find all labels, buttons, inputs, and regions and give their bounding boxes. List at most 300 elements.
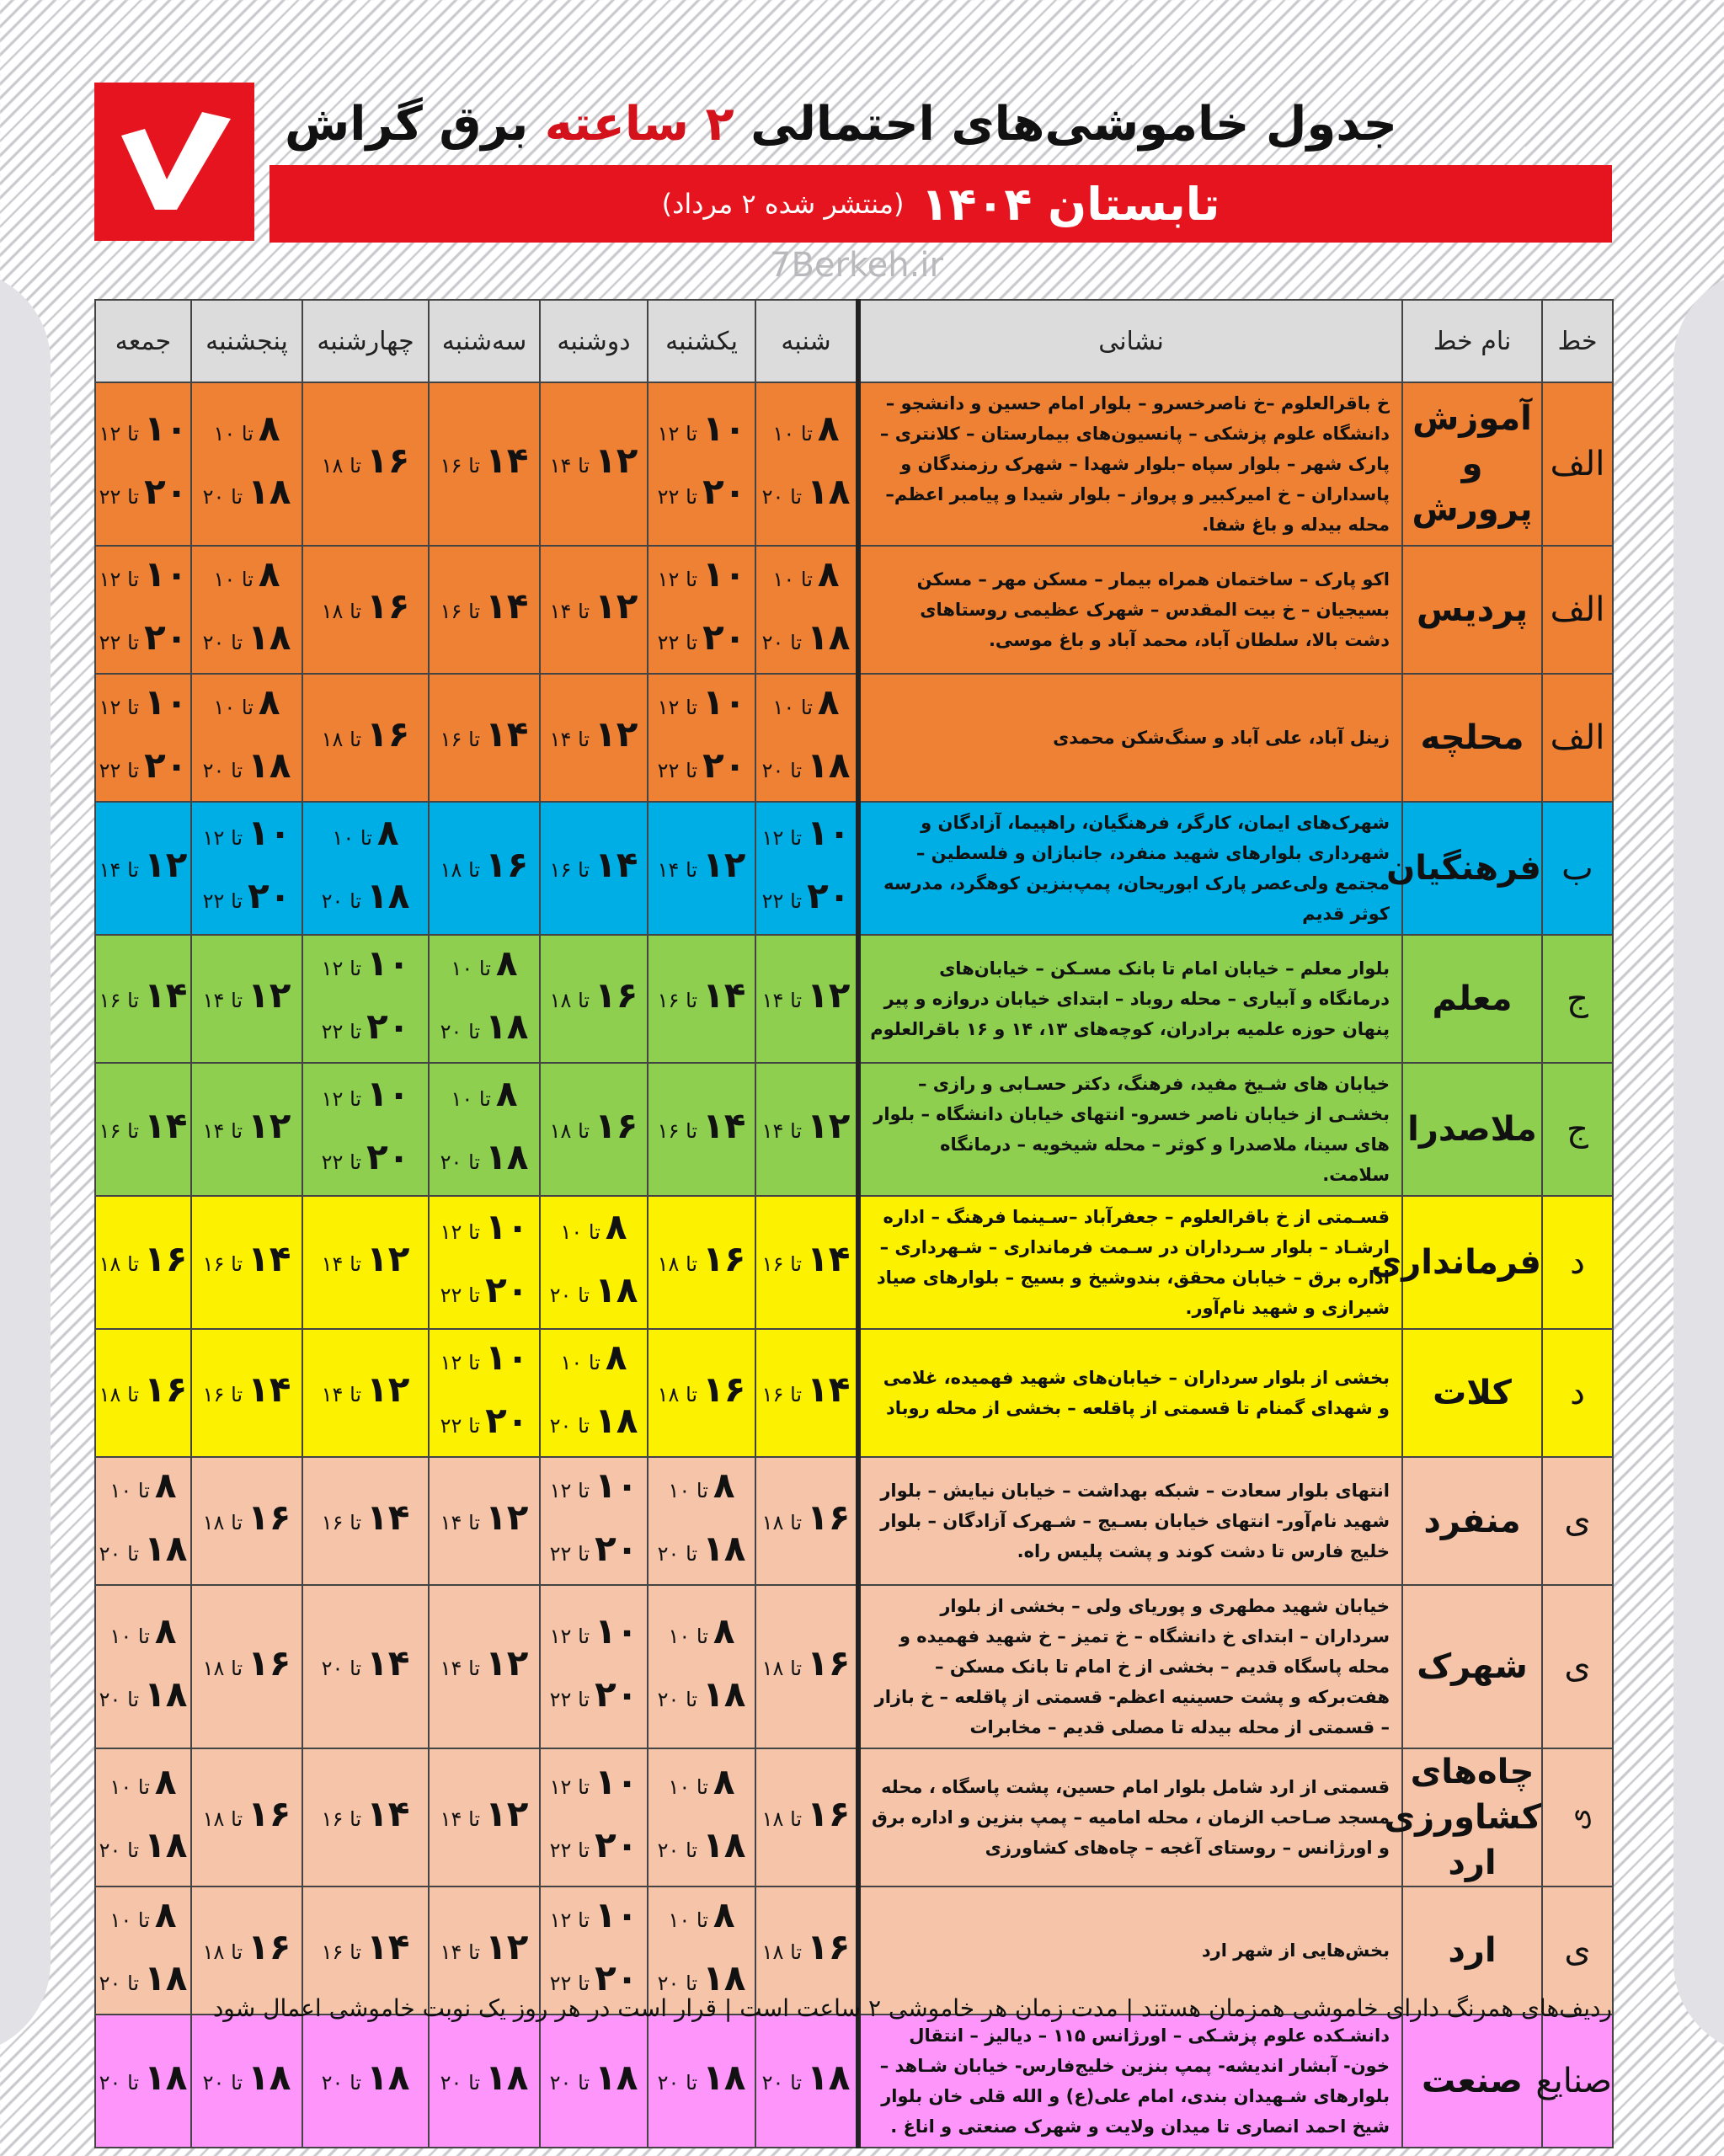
time-slot [649,968,755,1031]
table-row [95,546,1613,674]
line-name: فرهنگیان [1402,802,1542,935]
slot-end-hour: تا ۲۰ [761,485,803,509]
day-cell-wednesday [302,1748,429,1886]
slot-end-hour: تا ۲۰ [321,1656,362,1680]
time-slot [303,1919,428,1983]
time-slot [756,968,856,1031]
slot-start-hour: ۱۲ [595,712,638,755]
slot-end-hour: تا ۲۰ [440,2070,481,2095]
slot-start-hour: ۲۰ [702,471,746,512]
slot-end-hour: تا ۲۰ [657,1838,698,1862]
time-slot [541,2050,647,2113]
slot-end-hour: تا ۱۰ [332,826,372,850]
slot-start-hour: ۱۲ [485,1496,529,1538]
time-slot [430,1393,539,1456]
slot-end-hour: تا ۲۰ [549,2070,590,2095]
header-tuesday: سه‌شنبه [429,300,540,382]
day-cell-saturday [755,382,858,546]
time-slot [649,1231,755,1294]
slot-start-hour: ۱۲ [485,1792,529,1834]
slot-end-hour: تا ۱۴ [761,1118,803,1143]
table-header-row [95,300,1613,382]
day-cell-thursday [191,1196,302,1329]
slot-end-hour: تا ۱۲ [657,696,698,719]
line-letter: د [1570,1374,1585,1412]
slot-start-hour: ۱۴ [366,1925,410,1967]
slot-start-hour: ۱۴ [144,1104,188,1146]
slot-end-hour: تا ۲۰ [202,2070,243,2095]
time-slot [756,547,856,610]
time-slot [96,1887,190,1951]
slot-end-hour: تا ۲۰ [761,2070,803,2095]
day-cell-sunday [648,1329,755,1457]
slot-start-hour: ۸ [154,1761,177,1802]
time-slot [192,1636,302,1699]
slot-end-hour: تا ۱۴ [99,857,140,882]
address-cell: بخشی از بلوار سرداران – خیابان‌های شهید فهمیده، غلامی و شهدای گمنام تا قسمتی از پاقلعه – بخشی از محله روباد [858,1329,1402,1457]
slot-start-hour: ۸ [605,1206,627,1247]
slot-start-hour: ۱۶ [702,1237,746,1279]
day-cell-monday [540,674,648,802]
time-slot [649,1754,755,1817]
slot-start-hour: ۲۰ [144,471,188,512]
banner-published-date: (منتشر شده ۲ مرداد) [661,188,905,220]
time-slot [541,1458,647,1521]
slot-end-hour: تا ۱۶ [657,988,698,1012]
time-slot [303,433,428,496]
line-name: آموزش و پرورش [1402,382,1542,546]
slot-end-hour: تا ۱۲ [549,1908,590,1932]
slot-start-hour: ۱۸ [702,1824,746,1865]
slot-end-hour: تا ۱۴ [549,727,590,751]
line-name: ملاصدرا [1402,1063,1542,1196]
slot-start-hour: ۱۴ [807,1237,851,1279]
day-cell-monday [540,935,648,1063]
time-slot [541,433,647,496]
slot-end-hour: تا ۲۰ [657,2070,698,2095]
time-slot [649,464,755,527]
time-slot [756,464,856,527]
title-highlight: ۲ ساعته [544,97,734,152]
line-name: شهرک [1402,1585,1542,1748]
slot-end-hour: تا ۲۲ [99,759,140,782]
slot-start-hour: ۱۶ [702,1368,746,1410]
line-name: کلات [1402,1329,1542,1457]
time-slot [541,968,647,1031]
brand-logo [94,83,254,241]
slot-end-hour: تا ۲۲ [321,1020,362,1043]
line-letter: ی [1564,1931,1591,1970]
slot-end-hour: تا ۱۲ [549,1625,590,1648]
time-slot [541,1199,647,1262]
slot-end-hour: تا ۱۲ [99,696,140,719]
day-cell-friday [95,1585,191,1748]
day-cell-sunday [648,546,755,674]
slot-start-hour: ۲۰ [702,744,746,786]
slot-start-hour: ۱۸ [366,2056,410,2098]
day-cell-saturday [755,1329,858,1457]
slot-end-hour: تا ۱۸ [321,599,362,623]
time-slot [96,675,190,738]
time-slot [430,1129,539,1193]
time-slot [756,1231,856,1294]
slot-end-hour: تا ۱۸ [549,988,590,1012]
slot-end-hour: تا ۲۲ [440,1414,481,1438]
slot-start-hour: ۱۸ [807,2056,851,2098]
header-line: خط [1542,300,1613,382]
slot-start-hour: ۱۰ [595,1610,638,1652]
slot-end-hour: تا ۱۸ [761,1510,803,1534]
day-cell-tuesday [429,1329,540,1457]
day-cell-thursday [191,1585,302,1748]
slot-end-hour: تا ۱۸ [761,1656,803,1680]
header-line-name: نام خط [1402,300,1542,382]
time-slot [756,1786,856,1849]
day-cell-saturday [755,1457,858,1585]
time-slot [192,547,302,610]
time-slot [541,707,647,770]
day-cell-tuesday [429,1196,540,1329]
slot-start-hour: ۱۲ [248,974,291,1016]
slot-start-hour: ۱۶ [807,1792,851,1834]
slot-start-hour: ۱۶ [595,974,638,1016]
time-slot [430,1636,539,1699]
day-cell-tuesday [429,1585,540,1748]
slot-end-hour: تا ۱۸ [761,1940,803,1964]
slot-start-hour: ۸ [713,1465,735,1506]
slot-start-hour: ۱۶ [144,1237,188,1279]
time-slot [541,1330,647,1393]
slot-start-hour: ۱۰ [595,1761,638,1802]
title-before: جدول خاموشی‌های احتمالی [750,97,1397,152]
time-slot [303,1066,428,1129]
slot-start-hour: ۱۸ [485,1136,529,1177]
line-letter: ی [1564,1502,1591,1540]
time-slot [303,1786,428,1849]
slot-end-hour: تا ۱۸ [202,1940,243,1964]
time-slot [649,837,755,900]
time-slot [192,464,302,527]
slot-end-hour: تا ۱۲ [761,826,803,850]
slot-end-hour: تا ۱۲ [657,422,698,446]
time-slot [430,1262,539,1326]
time-slot [541,1817,647,1881]
address-cell: خیابان شهید مطهری و پوریای ولی – بخشی از بلوار سرداران – ابتدای خ دانشگاه – خ تمیز – خ شهید فهمیده و محله پاسگاه قدیم – بخشی از خ امام تا بانک مسکن – هفت‌برکه و پشت حسینیه اعظم- قسمتی از پاقلعه – خ بازار – قسمتی از محله بیدله تا مصلی قدیم – مخابرات [858,1585,1402,1748]
slot-start-hour: ۱۸ [807,744,851,786]
slot-start-hour: ۱۴ [807,1368,851,1410]
time-slot [192,2050,302,2113]
table-row [95,1063,1613,1196]
slot-start-hour: ۱۸ [248,2056,291,2098]
time-slot [756,1636,856,1699]
slot-start-hour: ۱۸ [702,1957,746,1999]
right-side-panel [1673,270,1724,2055]
day-cell-wednesday [302,935,429,1063]
line-name: پردیس [1402,546,1542,674]
line-letter: ب [1561,849,1593,888]
slot-end-hour: تا ۱۶ [99,1118,140,1143]
slot-start-hour: ۱۰ [702,553,746,595]
day-cell-friday [95,2015,191,2148]
time-slot [430,1490,539,1553]
address-cell: قسـمتی از خ باقرالعلوم – جعفرآباد –سـینما فرهنگ – اداره ارشـاد – بلوار سـرداران در سـمت فرمانداری – شـهرداری – اداره برق – خیابان محقق، بندوشیخ و بسیج – بلوارهای صیاد شیرازی و شهید نام‌آور. [858,1196,1402,1329]
slot-start-hour: ۸ [258,553,280,595]
time-slot [96,1098,190,1161]
line-name: صنعت [1402,2015,1542,2148]
time-slot [96,1667,190,1730]
header-friday: جمعه [95,300,191,382]
slot-end-hour: تا ۱۶ [440,727,481,751]
slot-start-hour: ۸ [258,681,280,723]
slot-start-hour: ۱۸ [485,2056,529,2098]
time-slot [96,547,190,610]
slot-start-hour: ۱۶ [807,1641,851,1684]
day-cell-tuesday [429,1748,540,1886]
time-slot [430,1066,539,1129]
day-cell-wednesday [302,546,429,674]
slot-end-hour: تا ۱۲ [99,422,140,446]
day-cell-sunday [648,1748,755,1886]
slot-end-hour: تا ۱۶ [321,1806,362,1831]
slot-end-hour: تا ۱۰ [560,1351,600,1374]
header-address: نشانی [858,300,1402,382]
day-cell-wednesday [302,1063,429,1196]
slot-start-hour: ۸ [713,1610,735,1652]
day-cell-thursday [191,1329,302,1457]
day-cell-thursday [191,1457,302,1585]
slot-start-hour: ۱۶ [366,712,410,755]
time-slot [756,675,856,738]
time-slot [192,968,302,1031]
day-cell-sunday [648,1063,755,1196]
time-slot [192,1490,302,1553]
day-cell-tuesday [429,935,540,1063]
slot-start-hour: ۱۸ [485,1006,529,1047]
time-slot [756,1098,856,1161]
slot-end-hour: تا ۱۲ [440,1220,481,1244]
slot-start-hour: ۱۶ [144,1368,188,1410]
slot-start-hour: ۱۴ [485,584,529,627]
slot-end-hour: تا ۱۸ [99,1382,140,1406]
time-slot [541,1754,647,1817]
day-cell-tuesday [429,546,540,674]
day-cell-sunday [648,1585,755,1748]
slot-start-hour: ۱۸ [248,744,291,786]
slot-end-hour: تا ۱۸ [321,453,362,478]
day-cell-friday [95,1063,191,1196]
slot-end-hour: تا ۱۴ [202,1118,243,1143]
time-slot [192,1231,302,1294]
slot-start-hour: ۱۸ [144,2056,188,2098]
day-cell-wednesday [302,1585,429,1748]
day-cell-friday [95,674,191,802]
day-cell-saturday [755,1196,858,1329]
slot-end-hour: تا ۱۴ [321,1382,362,1406]
slot-end-hour: تا ۲۰ [202,631,243,654]
line-name: فرمانداری [1402,1196,1542,1329]
slot-start-hour: ۱۲ [144,843,188,885]
time-slot [541,1604,647,1667]
day-cell-tuesday [429,802,540,935]
time-slot [96,1458,190,1521]
watermark: 7Berkeh.ir [770,246,943,285]
day-cell-monday [540,2015,648,2148]
slot-start-hour: ۱۲ [366,1368,410,1410]
slot-end-hour: تا ۱۴ [440,1806,481,1831]
slot-start-hour: ۲۰ [485,1400,529,1441]
time-slot [303,1362,428,1425]
day-cell-sunday [648,935,755,1063]
table-row [95,935,1613,1063]
slot-end-hour: تا ۱۰ [772,696,813,719]
slot-start-hour: ۱۸ [595,2056,638,2098]
table-row [95,1748,1613,1886]
time-slot [756,1362,856,1425]
day-cell-monday [540,382,648,546]
day-cell-saturday [755,546,858,674]
slot-end-hour: تا ۱۸ [202,1806,243,1831]
address-cell: دانشـکده علوم پزشـکی – اورژانس ۱۱۵ – دیالیز – انتقال خون- آبشار اندیشه- پمپ بنزین خلیج‌فارس- خیابان شـاهد – بلوارهای شـهیدان بندی، امام علی(ع) و الله قلی خان بلوار شیخ احمد انصاری تا میدان ولایت و شهرک صنعتی و اناغ . [858,2015,1402,2148]
time-slot [303,1636,428,1699]
slot-end-hour: تا ۱۰ [109,1908,150,1932]
time-slot [649,401,755,464]
time-slot [96,1362,190,1425]
day-cell-thursday [191,1063,302,1196]
slot-start-hour: ۲۰ [144,616,188,658]
slot-start-hour: ۱۲ [807,974,851,1016]
time-slot [192,675,302,738]
day-cell-saturday [755,1585,858,1748]
slot-end-hour: تا ۲۲ [549,1838,590,1862]
slot-start-hour: ۱۰ [144,408,188,449]
slot-end-hour: تا ۲۰ [657,1542,698,1566]
time-slot [303,805,428,868]
time-slot [303,1231,428,1294]
day-cell-monday [540,802,648,935]
line-name: ارد [1402,1886,1542,2015]
day-cell-wednesday [302,1329,429,1457]
day-cell-wednesday [302,1457,429,1585]
time-slot [96,2050,190,2113]
day-cell-thursday [191,1748,302,1886]
time-slot [192,1786,302,1849]
day-cell-wednesday [302,1196,429,1329]
day-cell-monday [540,1585,648,1748]
slot-start-hour: ۱۶ [366,439,410,481]
slot-end-hour: تا ۱۸ [761,1806,803,1831]
slot-end-hour: تا ۱۸ [657,1382,698,1406]
slot-start-hour: ۱۰ [595,1465,638,1506]
slot-end-hour: تا ۲۲ [657,631,698,654]
line-letter: الف [1550,718,1605,757]
time-slot [541,837,647,900]
slot-start-hour: ۸ [154,1894,177,1935]
slot-start-hour: ۱۴ [144,974,188,1016]
slot-end-hour: تا ۲۰ [202,485,243,509]
slot-end-hour: تا ۱۶ [657,1118,698,1143]
address-cell: شهرک‌های ایمان، کارگر، فرهنگیان، راهپیما، آزادگان و شهرداری بلوارهای شهید منفرد، جانبازان و فلسطین – مجتمع ولی‌عصر پارک ابوریحان، پمپ‌بنزین کوهگرد، مدرسه کوثر قدیم [858,802,1402,935]
table-row [95,802,1613,935]
slot-end-hour: تا ۱۴ [549,453,590,478]
slot-end-hour: تا ۱۰ [213,568,254,591]
address-cell: قسمتی از ارد شامل بلوار امام حسین، پشت پاسگاه ، محله مسجد صـاحب الزمان ، محله امامیه – پمپ بنزین و اداره برق و اورژانس – روستای آغجه – چاه‌های کشاورزی [858,1748,1402,1886]
slot-end-hour: تا ۲۲ [761,889,803,913]
line-letter-cell [1542,546,1613,674]
time-slot [430,707,539,770]
slot-start-hour: ۱۲ [248,1104,291,1146]
slot-start-hour: ۱۸ [702,1673,746,1715]
time-slot [756,1490,856,1553]
line-letter: ی [1564,1647,1591,1686]
time-slot [303,2050,428,2113]
day-cell-monday [540,546,648,674]
time-slot [303,1490,428,1553]
time-slot [303,999,428,1062]
slot-end-hour: تا ۱۸ [202,1656,243,1680]
table-row [95,1329,1613,1457]
day-cell-saturday [755,2015,858,2148]
slot-start-hour: ۱۴ [485,712,529,755]
slot-end-hour: تا ۱۶ [321,1940,362,1964]
slot-end-hour: تا ۱۰ [213,696,254,719]
slot-end-hour: تا ۱۰ [668,1775,708,1799]
time-slot [303,936,428,999]
time-slot [430,1919,539,1983]
slot-start-hour: ۱۴ [248,1237,291,1279]
day-cell-wednesday [302,674,429,802]
address-cell: اکو پارک – ساختمان همراه بیمار – مسکن مهر – مسکن بسیجیان – خ بیت المقدس – شهرک عظیمی روستاهای دشت بالا، سلطان آباد، محمد آباد و باغ موسی. [858,546,1402,674]
time-slot [192,401,302,464]
slot-start-hour: ۸ [605,1337,627,1378]
address-cell: خیابان های شـیخ مفید، فرهنگ، دکتر حسـابی و رازی – بخشـی از خیابان ناصر خسرو- انتهای خیابان دانشگاه – بلوار های سینا، ملاصدرا و کوثر – محله شیخویه – درمانگاه سلامت. [858,1063,1402,1196]
time-slot [303,868,428,931]
line-letter: د [1570,1243,1585,1282]
slot-start-hour: ۱۶ [248,1925,291,1967]
slot-end-hour: تا ۱۴ [761,988,803,1012]
outage-schedule-table [94,299,1614,2148]
address-cell: بخش‌هایی از شهر ارد [858,1886,1402,2015]
address-cell: انتهای بلوار سعادت – شبکه بهداشت – خیابان نیایش – بلوار شهید نام‌آور- انتهای خیابان بسـیج – شـهرک آزادگان – بلوار خلیج فارس تا دشت کوند و پشت پلیس راه. [858,1457,1402,1585]
slot-end-hour: تا ۲۰ [202,759,243,782]
slot-end-hour: تا ۱۸ [321,727,362,751]
title-after: برق گراش [285,97,529,152]
slot-end-hour: تا ۱۸ [440,857,481,882]
day-cell-friday [95,802,191,935]
slot-start-hour: ۱۶ [595,1104,638,1146]
slot-start-hour: ۱۴ [702,974,746,1016]
time-slot [649,610,755,673]
slot-start-hour: ۲۰ [702,616,746,658]
day-cell-friday [95,935,191,1063]
slot-end-hour: تا ۱۰ [668,1908,708,1932]
time-slot [430,1786,539,1849]
day-cell-wednesday [302,2015,429,2148]
slot-end-hour: تا ۲۰ [321,2070,362,2095]
time-slot [756,2050,856,2113]
slot-start-hour: ۱۸ [248,471,291,512]
slot-end-hour: تا ۱۴ [549,599,590,623]
line-name: معلم [1402,935,1542,1063]
slot-end-hour: تا ۲۰ [99,2070,140,2095]
line-letter-cell [1542,1329,1613,1457]
slot-start-hour: ۸ [495,1073,518,1114]
slot-start-hour: ۱۸ [366,875,410,916]
slot-start-hour: ۱۲ [485,1925,529,1967]
time-slot [649,1098,755,1161]
line-letter-cell [1542,1196,1613,1329]
time-slot [192,805,302,868]
slot-start-hour: ۲۰ [595,1673,638,1715]
